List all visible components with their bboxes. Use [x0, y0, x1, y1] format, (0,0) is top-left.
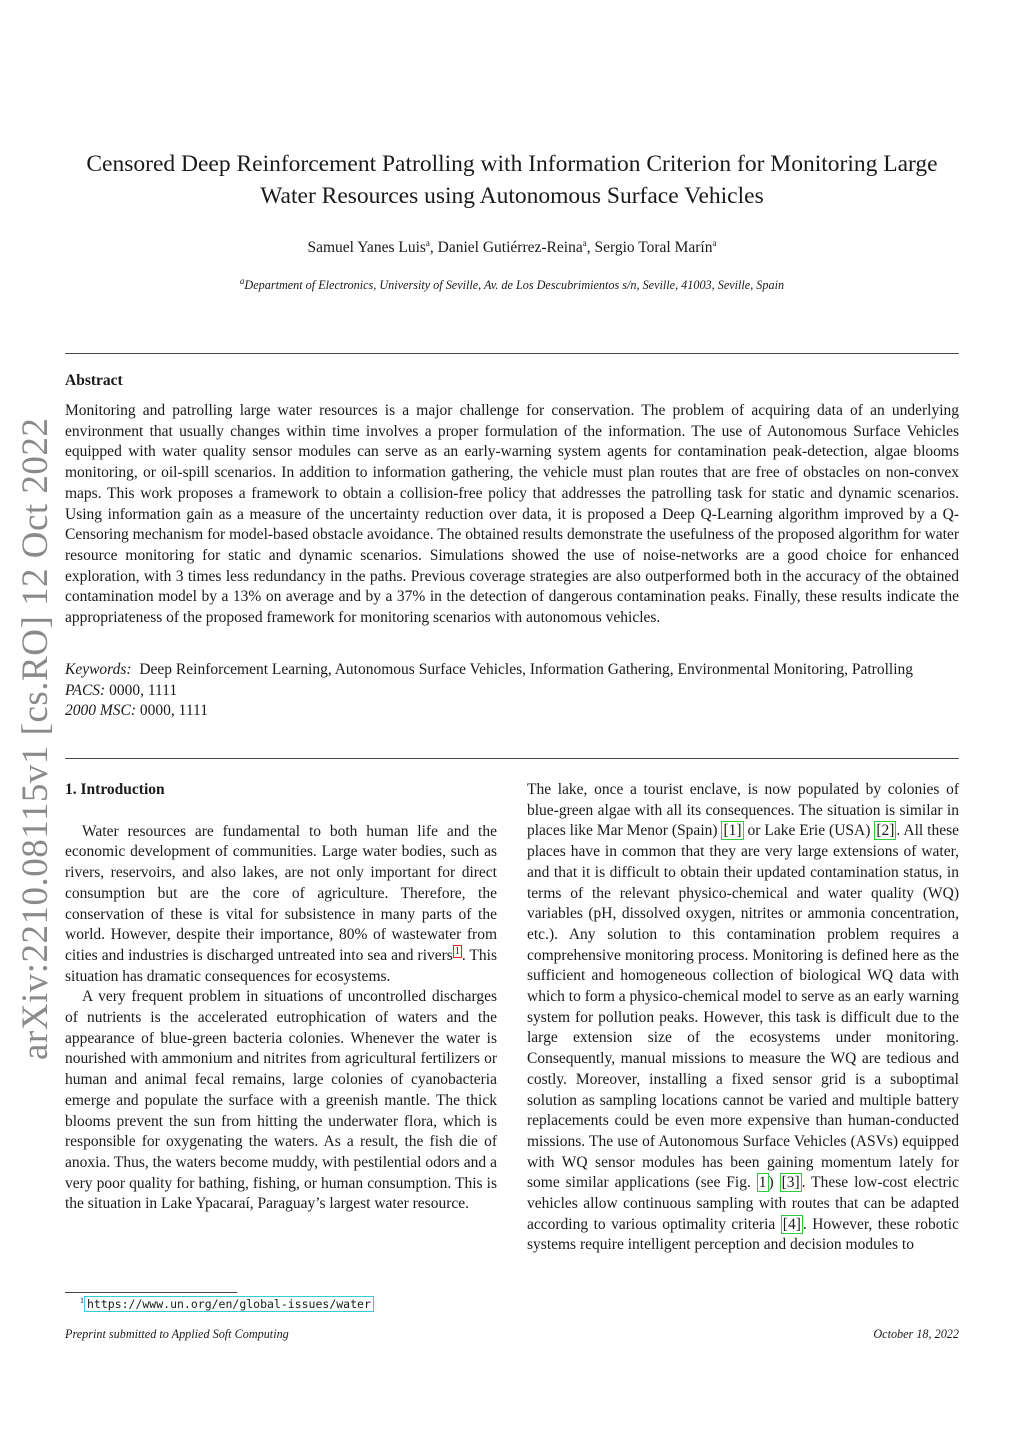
title-line-2: Water Resources using Autonomous Surface Vehicles: [260, 183, 764, 209]
paper-metadata: [65, 660, 959, 722]
author-2: Daniel Gutiérrez-Reina$^a$: [437, 238, 587, 257]
divider-bottom: [65, 758, 959, 759]
footer-date: October 18, 2022: [873, 1327, 959, 1341]
footer-venue: Preprint submitted to Applied Soft Computing: [65, 1327, 289, 1341]
footnote-divider: [65, 1292, 237, 1293]
figure-link-1[interactable]: 1: [758, 1174, 767, 1192]
citation-link-2[interactable]: [2]: [876, 822, 895, 840]
citation-link-4[interactable]: [4]: [782, 1215, 801, 1233]
author-3: Sergio Toral Marín$^a$: [594, 238, 717, 257]
author-list: Samuel Yanes Luis$^a$, Daniel Gutiérrez-Reina$^a$, Sergio Toral Marín$^a$: [307, 238, 717, 257]
paper-title: [60, 148, 964, 212]
divider-top: [65, 353, 959, 354]
intro-paragraph-3: The lake, once a tourist enclave, is now populated by colonies of blue-green algae with all its consequences. The situation is similar in places like Mar Menor (Spain) [1] or Lake Erie (USA) [2] . All these places have in common that they are very large extensions of water, and that it is difficult to obtain their updated contamination status, in terms of the relevant physico-chemical and water quality (WQ) variables (pH, dissolved oxygen, nitrites or ammonia concentration, etc.). Any solution to this contamination problem requires a comprehensive monitoring process. Monitoring is defined here as the sufficient and homogeneous collection of biological WQ data with which to form a physico-chemical model to serve as an early warning system for pollution peaks. However, this task is difficult due to the large extension size of the ecosystems under monitoring. Consequently, manual missions to measure the WQ are tedious and costly. Moreover, installing a fixed sensor grid is a suboptimal solution as sampling locations cannot be varied and multiple battery replacements could be even more expensive than human-conducted missions. The use of Autonomous Surface Vehicles (ASVs) equipped with WQ sensor modules has been gaining momentum lately for some similar applications (see Fig. 1 ) [3] . These low-cost electric vehicles allow continuous sampling with routes that can be adapted according to various optimality criteria [4] . However, these robotic systems require intelligent perception and decision modules to: [527, 781, 959, 1254]
author-1: Samuel Yanes Luis$^a$: [307, 238, 430, 257]
pacs-codes: PACS: 0000, 1111: [65, 681, 178, 699]
title-line-1: Censored Deep Reinforcement Patrolling with Information Criterion for Monitoring Large: [86, 151, 938, 177]
citation-link-1[interactable]: [1]: [723, 822, 742, 840]
section-heading: 1. Introduction: [65, 781, 165, 798]
arxiv-identifier: arXiv:2210.08115v1 [cs.RO] 12 Oct 2022: [15, 417, 56, 1060]
right-column: [527, 780, 959, 1256]
citation-link-3[interactable]: [3]: [781, 1174, 800, 1192]
footnote-link[interactable]: 1: [454, 945, 460, 957]
abstract-heading: Abstract: [65, 372, 123, 389]
msc-codes: 2000 MSC: 0000, 1111: [65, 702, 208, 720]
keywords: Keywords: Deep Reinforcement Learning, Autonomous Surface Vehicles, Information Gathering, Environmental Monitoring, Patrolling: [65, 661, 914, 678]
footnote: $^1$ https://www.un.org/en/global-issues/water: [80, 1296, 374, 1311]
abstract-body: Monitoring and patrolling large water resources is a major challenge for conservation. The problem of acquiring data of an underlying environment that usually changes within time involves a proper formulation of the information. The use of Autonomous Surface Vehicles equipped with water quality sensor modules can serve as an early-warning system agents for contamination peak-detection, algae blooms monitoring, or oil-spill scenarios. In addition to information gathering, the vehicle must plan routes that are free of obstacles on non-convex maps. This work proposes a framework to obtain a collision-free policy that addresses the patrolling task for static and dynamic scenarios. Using information gain as a measure of the uncertainty reduction over data, it is proposed a Deep Q-Learning algorithm improved by a Q-Censoring mechanism for model-based obstacle avoidance. The obtained results demonstrate the usefulness of the proposed algorithm for water resource monitoring for static and dynamic scenarios. Simulations showed the use of noise-networks are a good choice for enhanced exploration, with 3 times less redundancy in the paths. Previous coverage strategies are also outperformed both in the accuracy of the obtained contamination model by a 13% on average and by a 37% in the detection of dangerous contamination peaks. Finally, these results indicate the appropriateness of the proposed framework for monitoring scenarios with autonomous vehicles.: [65, 402, 959, 627]
intro-paragraph-2: A very frequent problem in situations of uncontrolled discharges of nutrients is the accelerated eutrophication of waters and the appearance of blue-green bacteria colonies. Whenever the water is nourished with ammonium and nitrites from agricultural fertilizers or human and animal fecal remains, large colonies of cyanobacteria emerge and populate the surface with a greenish mantle. The thick blooms prevent the sun from hitting the underwater flora, which is responsible for oxygenating the waters. As a result, the fish die of anoxia. Thus, the waters become muddy, with pestilential odors and a very poor quality for bathing, fishing, or human consumption. This is the situation in Lake Ypacaraí, Paraguay’s largest water resource.: [65, 988, 497, 1213]
affiliation: $^a$Department of Electronics, University of Seville, Av. de Los Descubrimientos s/n, Seville, 41003, Seville, Spain: [239, 276, 785, 293]
left-column: [65, 780, 497, 1215]
footnote-url-link[interactable]: https://www.un.org/en/global-issues/water: [84, 1296, 374, 1312]
intro-paragraph-1: Water resources are fundamental to both human life and the economic development of communities. Large water bodies, such as rivers, reservoirs, and also lakes, are not only important for direct consumption but are the core of agriculture. Therefore, the conservation of these is vital for subsistence in many parts of the world. However, despite their importance, 80% of wastewater from cities and industries is discharged untreated into sea and rivers $^1$ . This situation has dramatic consequences for ecosystems.: [65, 822, 497, 985]
